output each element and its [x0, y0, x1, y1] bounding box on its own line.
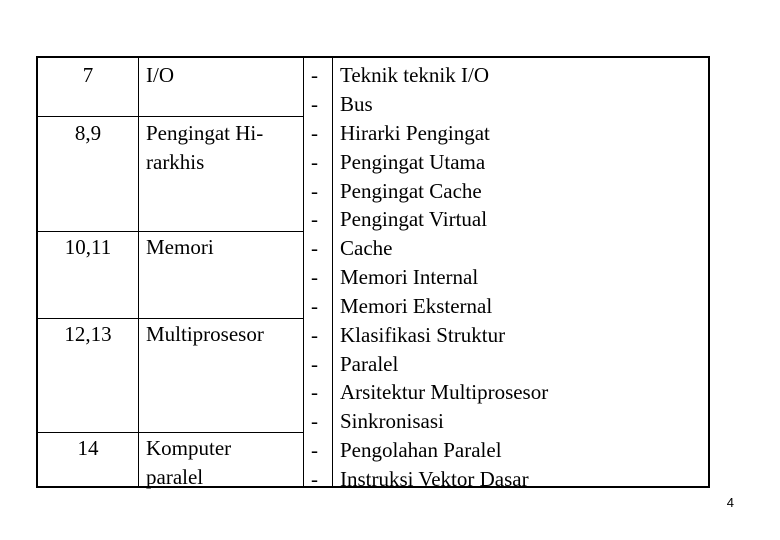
list-bullet: - [311, 207, 318, 231]
row-divider [38, 231, 303, 232]
table-row-number: 10,11 [64, 235, 112, 259]
row-divider [38, 116, 138, 117]
column-divider-1 [138, 58, 139, 486]
table-row-topic: I/O [146, 63, 174, 87]
list-bullet: - [311, 92, 318, 116]
list-item: Instruksi Vektor Dasar [340, 467, 529, 491]
row-divider [38, 432, 303, 433]
list-bullet: - [311, 121, 318, 145]
list-item: Pengingat Virtual [340, 207, 488, 231]
list-bullet: - [311, 323, 318, 347]
column-divider-3 [332, 58, 333, 486]
row-divider [38, 318, 303, 319]
list-item: Hirarki Pengingat [340, 121, 490, 145]
list-bullet: - [311, 409, 318, 433]
list-item: Paralel [340, 352, 399, 376]
list-item: Arsitektur Multiprosesor [340, 380, 549, 404]
list-item: Cache [340, 236, 393, 260]
column-divider-2 [303, 58, 304, 486]
list-bullet: - [311, 236, 318, 260]
syllabus-table [36, 56, 710, 491]
list-item: Klasifikasi Struktur [340, 323, 506, 347]
list-bullet: - [311, 294, 318, 318]
page-number: 4 [726, 495, 734, 510]
table-row-topic: rarkhis [146, 150, 205, 174]
list-item: Pengingat Cache [340, 179, 482, 203]
list-item: Memori Eksternal [340, 294, 493, 318]
table-row-number: 12,13 [64, 322, 112, 346]
list-item: Teknik teknik I/O [340, 63, 489, 87]
list-item: Pengolahan Paralel [340, 438, 502, 462]
table-row-number: 8,9 [74, 121, 102, 145]
table-row-number: 7 [82, 63, 94, 87]
list-bullet: - [311, 438, 318, 462]
table-row-topic: Multiprosesor [146, 322, 264, 346]
table-row-topic: paralel [146, 465, 204, 489]
list-item: Sinkronisasi [340, 409, 444, 433]
table-row-topic: Komputer [146, 436, 232, 460]
row-divider [138, 116, 303, 117]
table-row-topic: Pengingat Hi- [146, 121, 264, 145]
list-item: Memori Internal [340, 265, 479, 289]
list-item: Bus [340, 92, 373, 116]
table-row-number: 14 [77, 436, 99, 460]
table-row-topic: Memori [146, 235, 214, 259]
list-bullet: - [311, 179, 318, 203]
list-bullet: - [311, 352, 318, 376]
list-bullet: - [311, 265, 318, 289]
list-item: Pengingat Utama [340, 150, 486, 174]
list-bullet: - [311, 467, 318, 491]
list-bullet: - [311, 380, 318, 404]
list-bullet: - [311, 150, 318, 174]
list-bullet: - [311, 63, 318, 87]
